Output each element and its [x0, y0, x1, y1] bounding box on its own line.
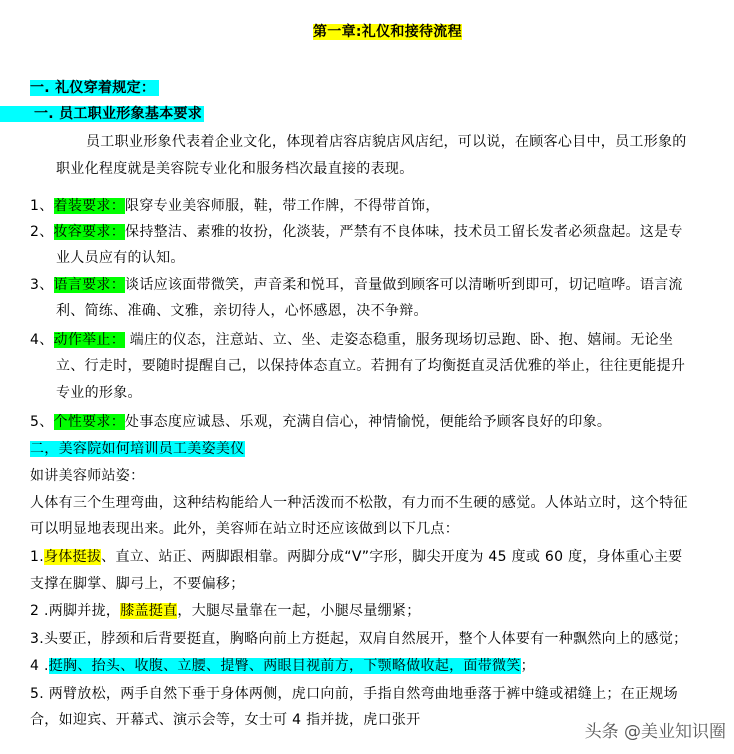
requirement-text: 处事态度应诚恳、乐观，充满自信心，神情愉悦，便能给予顾客良好的印象。 — [125, 414, 612, 430]
point-highlight: 身体挺拔 — [43, 549, 102, 565]
requirement-label: 着装要求： — [53, 198, 126, 214]
section1-subheading — [0, 104, 204, 124]
requirement-number: 3、 — [30, 277, 54, 293]
stance-intro: 如讲美容师站姿： — [30, 468, 145, 484]
requirement-4-continuation-1: 立、行走时，要随时提醒自己，以保持体态直立。若拥有了均衡挺直灵活优雅的举止，往往更能提升 — [56, 358, 686, 374]
requirement-item-4 — [30, 330, 673, 350]
requirement-text: 谈话应该面带微笑，声音柔和悦耳，音量做到顾客可以清晰听到即可，切记喧哗。语言流 — [125, 277, 683, 293]
requirement-item-3 — [30, 275, 683, 295]
point-highlight: 膝盖挺直 — [120, 603, 178, 619]
requirement-number: 4、 — [30, 332, 54, 348]
stance-point-3: 3.头要正，脖颈和后背要挺直，胸略向前上方挺起，双肩自然展开，整个人体要有一种飘然向上的感觉； — [30, 631, 688, 647]
requirement-2-continuation: 业人员应有的认知。 — [56, 250, 185, 266]
chapter-title — [313, 22, 462, 42]
section1-heading — [30, 78, 159, 98]
requirement-item-2 — [30, 222, 683, 242]
requirement-label: 动作举止： — [53, 332, 126, 348]
requirement-label: 妆容要求： — [53, 224, 126, 240]
requirement-item-5 — [30, 412, 611, 432]
stance-para-line-1: 人体有三个生理弯曲，这种结构能给人一种活泼而不松散，有力而不生硬的感觉。人体站立时，这个特征 — [30, 495, 688, 511]
requirement-4-continuation-2: 专业的形象。 — [56, 385, 142, 401]
point-text: ，大腿尽量靠在一起，小腿尽量绷紧； — [177, 603, 421, 619]
watermark: 头条 @美业知识圈 — [584, 722, 726, 742]
point-prefix: 2 .两脚并拢， — [30, 603, 121, 619]
requirement-number: 2、 — [30, 224, 54, 240]
point-text: ； — [520, 658, 535, 674]
stance-point-5-continuation: 合，如迎宾、开幕式、演示会等，女士可 4 指并拢，虎口张开 — [30, 712, 421, 728]
stance-point-4 — [30, 656, 535, 676]
requirement-item-1 — [30, 196, 440, 216]
requirement-label: 个性要求： — [53, 414, 126, 430]
requirement-label: 语言要求： — [53, 277, 126, 293]
point-highlight: 挺胸、抬头、收腹、立腰、提臀、两眼目视前方，下颚略做收起，面带微笑 — [48, 658, 521, 674]
stance-para-line-2: 可以明显地表现出来。此外，美容师在站立时还应该做到以下几点： — [30, 521, 459, 537]
section2-heading — [30, 439, 245, 459]
requirement-3-continuation: 利、简练、准确、文雅，亲切待人，心怀感恩，决不争辩。 — [56, 303, 428, 319]
point-number: 4 . — [30, 658, 49, 674]
point-text: 、直立、站正、两脚跟相靠。两脚分成“V”字形，脚尖开度为 45 度或 60 度，身体重心主要 — [101, 549, 683, 565]
stance-point-5: 5. 两臂放松，两手自然下垂于身体两侧，虎口向前，手指自然弯曲地垂落于裤中缝或裙缝上；在正规场 — [30, 686, 678, 702]
point-number: 1. — [30, 549, 44, 565]
requirement-number: 1、 — [30, 198, 54, 214]
stance-point-1 — [30, 547, 682, 567]
requirement-text: 限穿专业美容师服，鞋，带工作牌，不得带首饰， — [125, 198, 440, 214]
requirement-text: 端庄的仪态，注意站、立、坐、走姿态稳重，服务现场切忌跑、卧、抱、嬉闹。无论坐 — [125, 332, 674, 348]
intro-line-2: 职业化程度就是美容院专业化和服务档次最直接的表现。 — [56, 161, 414, 177]
intro-line-1: 员工职业形象代表着企业文化，体现着店容店貌店风店纪，可以说，在顾客心目中，员工形象的 — [86, 134, 687, 150]
requirement-text: 保持整洁、素雅的妆扮，化淡装，严禁有不良体味，技术员工留长发者必须盘起。这是专 — [125, 224, 683, 240]
chapter-title-text: 第一章:礼仪和接待流程 — [313, 24, 462, 40]
section2-heading-text: 二，美容院如何培训员工美姿美仪 — [30, 441, 245, 457]
requirement-number: 5、 — [30, 414, 54, 430]
section1-subheading-text: 一. 员工职业形象基本要求 — [0, 106, 204, 122]
stance-point-1-continuation: 支撑在脚掌、脚弓上，不要偏移； — [30, 576, 245, 592]
stance-point-2 — [30, 601, 421, 621]
section1-heading-text: 一. 礼仪穿着规定： — [30, 80, 159, 96]
